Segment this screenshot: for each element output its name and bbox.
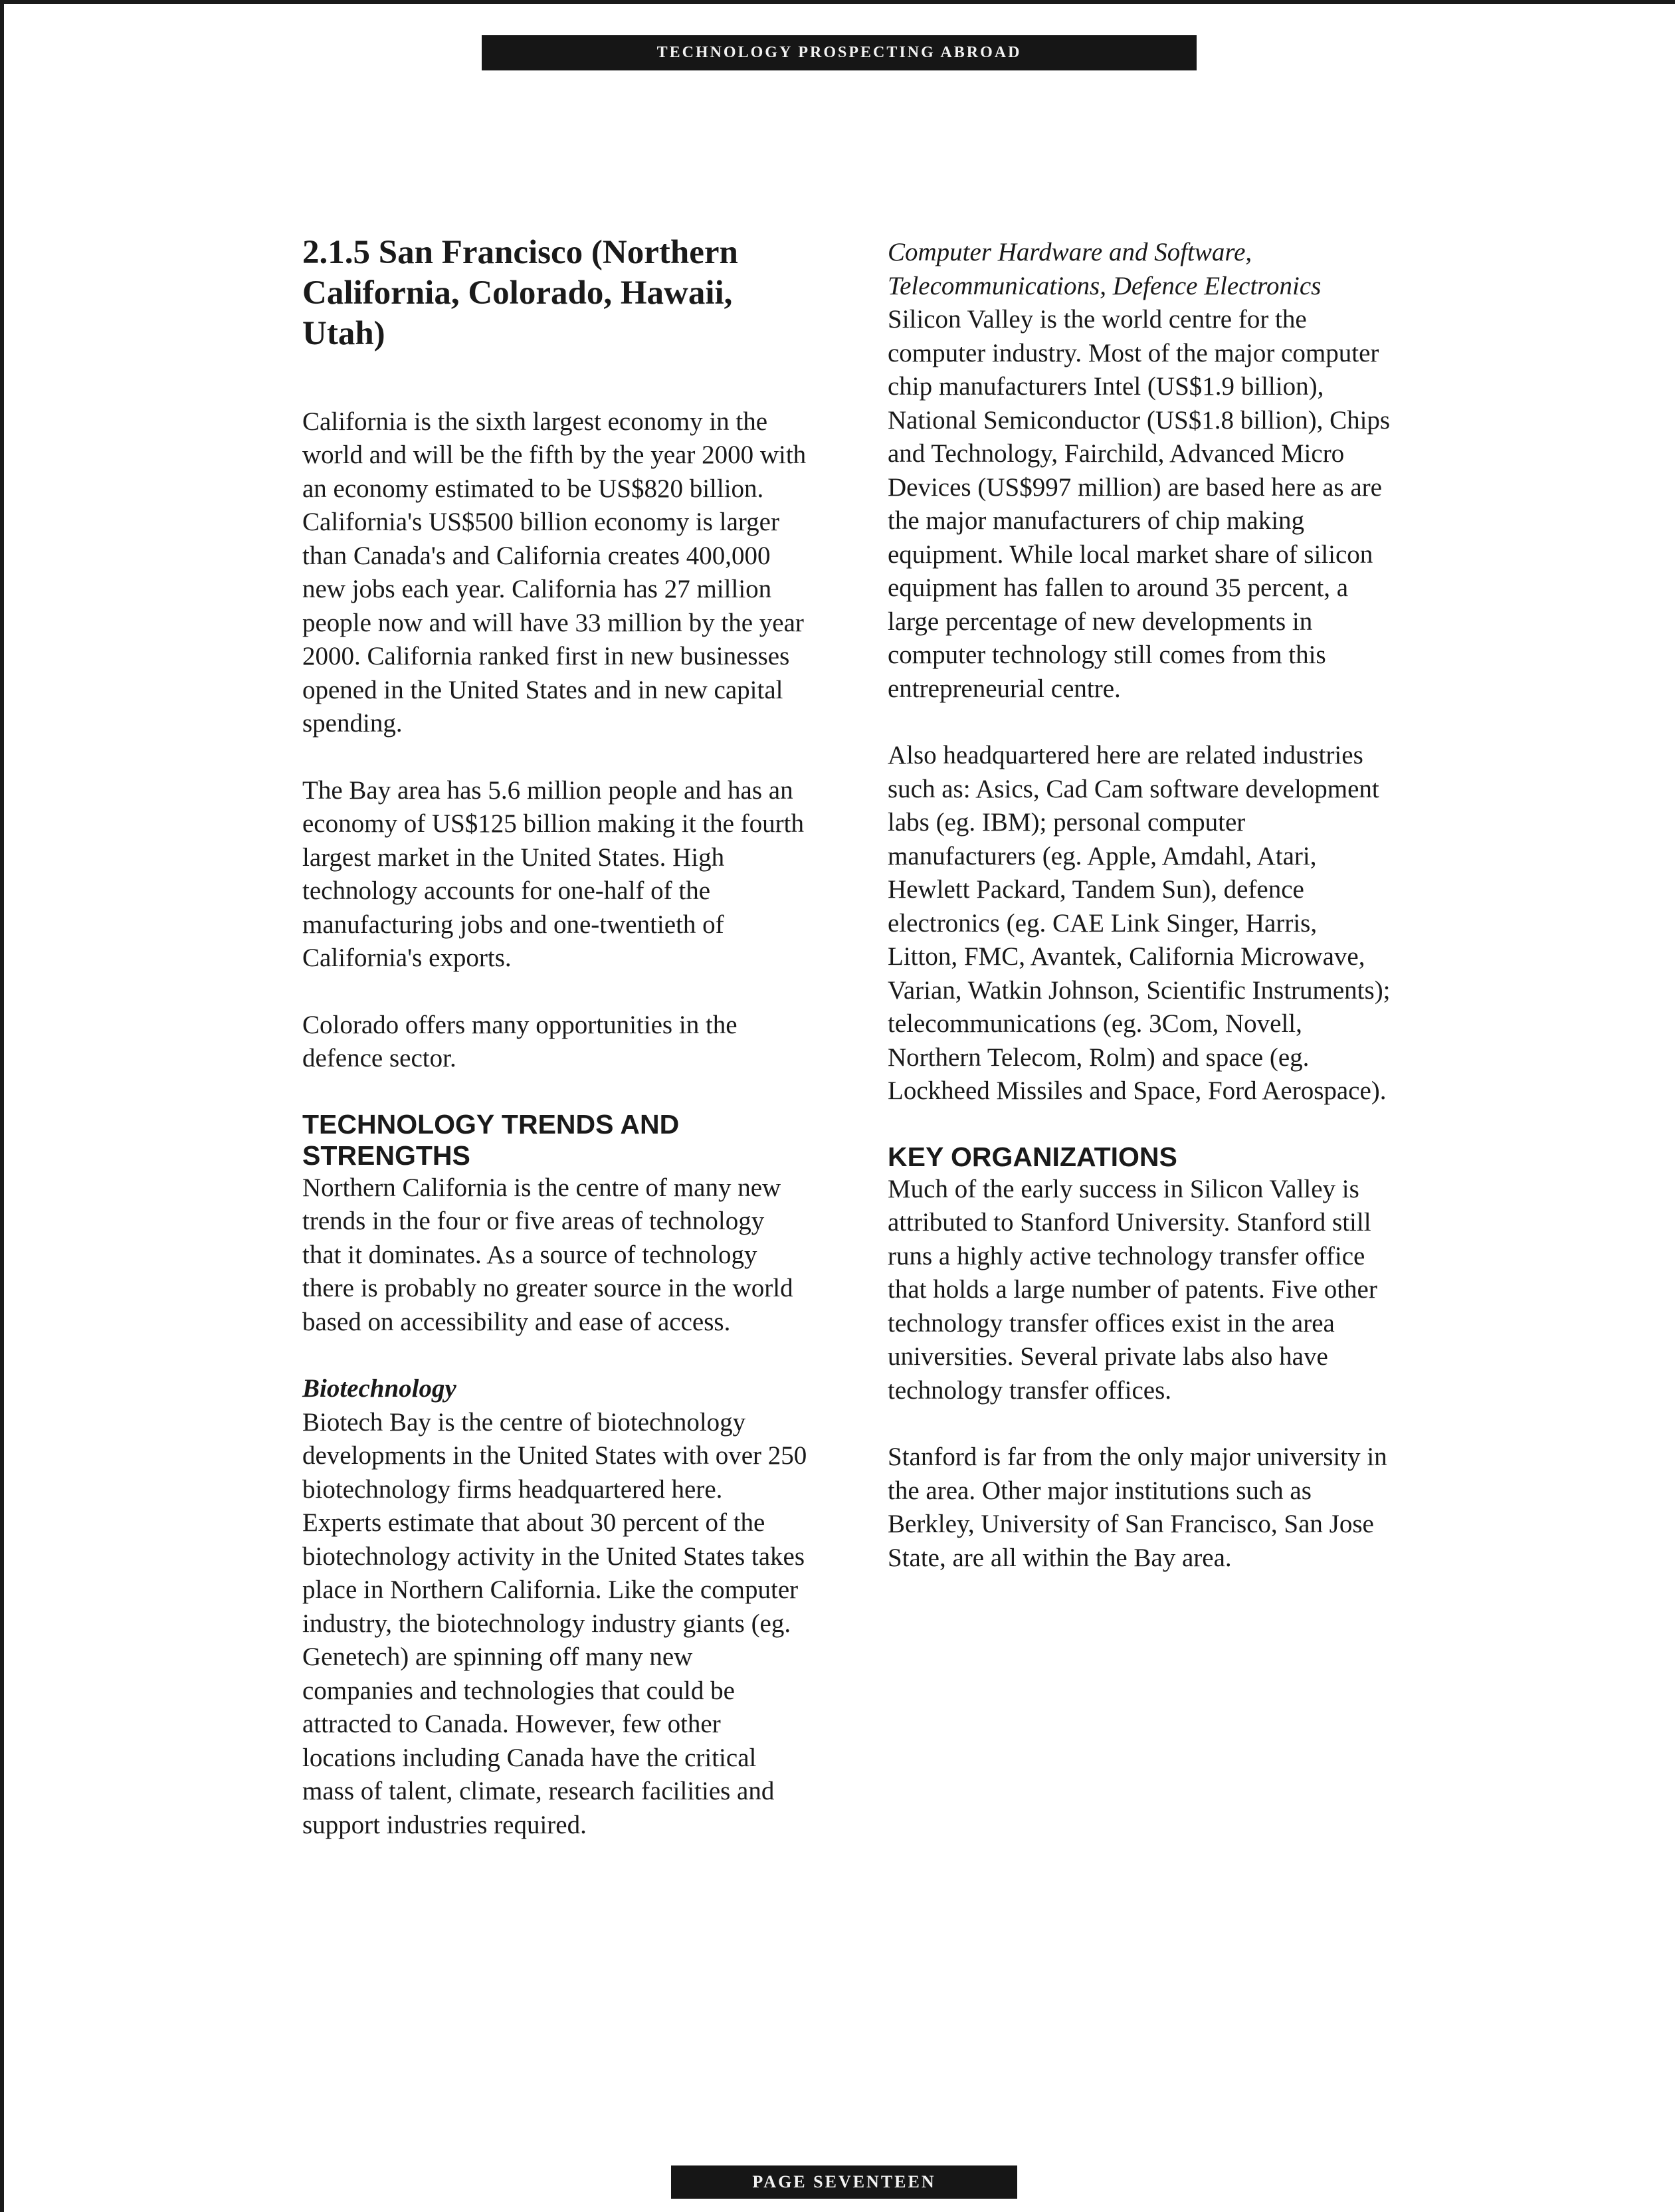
section-title: 2.1.5 San Francisco (Northern California, Colorado, Hawaii, Utah) xyxy=(302,234,738,353)
paragraph-related-industries: Also headquartered here are related industries such as: Asics, Cad Cam software development labs (eg. IBM); personal computer manufacturers (eg. Apple, Amdahl, Atari, Hewlett Packard, Tandem Sun), defence electronics (eg. CAE Link Singer, Harris, Litton, FMC, Avantek, California Microwave, Varian, Watkin Johnson, Scientific Instruments); telecommunications (eg. 3Com, Novell, Northern Telecom, Rolm) and space (eg. Lockheed Missiles and Space, Ford Aerospace). xyxy=(888,741,1391,1105)
heading-computer-hardware: Computer Hardware and Software, Telecommunications, Defence Electronics xyxy=(888,238,1322,300)
paragraph-bay-area: The Bay area has 5.6 million people and has an economy of US$125 billion making it the fourth largest market in the United States. High technology accounts for one-half of the manufacturing jobs and one-twentieth of California's exports. xyxy=(302,775,804,973)
scan-border-left xyxy=(0,0,4,2212)
heading-biotechnology: Biotechnology xyxy=(302,1374,456,1403)
paragraph-stanford-transfer: Much of the early success in Silicon Valley is attributed to Stanford University. Stanford still runs a highly active technology transfer office that holds a large number of patents. Five other technology transfer offices exist in the area universities. Several private labs also have technology transfer offices. xyxy=(888,1174,1377,1405)
page-number-footer: PAGE SEVENTEEN xyxy=(671,2165,1017,2199)
paragraph-technology-trends: Northern California is the centre of many new trends in the four or five areas of technology that it dominates. As a source of technology there is probably no greater source in the world based on accessibility and ease of access. xyxy=(302,1173,793,1336)
paragraph-biotechnology: Biotech Bay is the centre of biotechnology developments in the United States with over 250 biotechnology firms headquartered here. Experts estimate that about 30 percent of the biotechnology activity in the United States takes place in Northern California. Like the computer industry, the biotechnology industry giants (eg. Genetech) are spinning off many new companies and technologies that could be attracted to Canada. However, few other locations including Canada have the critical mass of talent, climate, research facilities and support industries required. xyxy=(302,1407,807,1839)
right-column xyxy=(888,236,1393,1608)
heading-technology-trends: TECHNOLOGY TRENDS AND STRENGTHS xyxy=(302,1108,680,1171)
paragraph-other-universities: Stanford is far from the only major university in the area. Other major institutions such as Berkley, University of San Francisco, San Jose State, are all within the Bay area. xyxy=(888,1443,1387,1572)
paragraph-colorado: Colorado offers many opportunities in the defence sector. xyxy=(302,1010,738,1073)
running-header: TECHNOLOGY PROSPECTING ABROAD xyxy=(482,35,1197,70)
paragraph-silicon-valley: Silicon Valley is the world centre for the computer industry. Most of the major computer chip manufacturers Intel (US$1.9 billion), National Semiconductor (US$1.8 billion), Chips and Technology, Fairchild, Advanced Micro Devices (US$997 million) are based here as are the major manufacturers of chip making equipment. While local market share of silicon equipment has fallen to around 35 percent, a large percentage of new developments in computer technology still comes from this entrepreneurial centre. xyxy=(888,305,1391,703)
left-column xyxy=(302,233,807,1875)
heading-key-organizations: KEY ORGANIZATIONS xyxy=(888,1141,1177,1172)
paragraph-california-economy: California is the sixth largest economy in the world and will be the fifth by the year 2000 with an economy estimated to be US$820 billion. California's US$500 billion economy is larger than Canada's and California creates 400,000 new jobs each year. California has 27 million people now and will have 33 million by the year 2000. California ranked first in new businesses opened in the United States and in new capital spending. xyxy=(302,407,807,738)
scan-border-top xyxy=(0,0,1675,4)
